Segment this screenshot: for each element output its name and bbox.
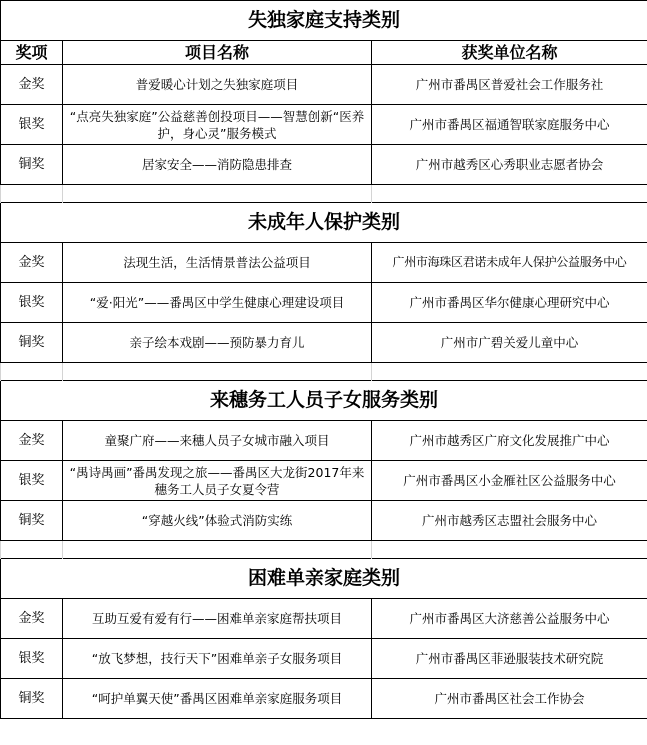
- section-title: 来穗务工人员子女服务类别: [1, 381, 647, 421]
- header-org: 获奖单位名称: [372, 41, 647, 65]
- table-row: [1, 679, 647, 719]
- project-cell: “穿越火线”体验式消防实练: [63, 501, 372, 541]
- spacer-row: [1, 363, 647, 381]
- header-project: 项目名称: [63, 41, 372, 65]
- award-cell: 银奖: [1, 461, 63, 501]
- project-cell: 法现生活，生活情景普法公益项目: [63, 243, 372, 283]
- table-row: [1, 243, 647, 283]
- award-cell: 银奖: [1, 639, 63, 679]
- section-title: 未成年人保护类别: [1, 203, 647, 243]
- org-cell: 广州市番禺区社会工作协会: [372, 679, 647, 719]
- table-row: [1, 65, 647, 105]
- section-title: 失独家庭支持类别: [1, 1, 647, 41]
- header-row: [1, 41, 647, 65]
- org-cell: 广州市番禺区菲逊服装技术研究院: [372, 639, 647, 679]
- table-row: [1, 599, 647, 639]
- org-cell: 广州市番禺区大济慈善公益服务中心: [372, 599, 647, 639]
- award-cell: 金奖: [1, 421, 63, 461]
- award-cell: 银奖: [1, 283, 63, 323]
- org-cell: 广州市海珠区君诺未成年人保护公益服务中心: [372, 243, 647, 283]
- table-row: [1, 421, 647, 461]
- org-cell: 广州市番禺区普爱社会工作服务社: [372, 65, 647, 105]
- spacer-row: [1, 185, 647, 203]
- project-cell: 亲子绘本戏剧——预防暴力育儿: [63, 323, 372, 363]
- table-row: [1, 323, 647, 363]
- award-cell: 金奖: [1, 65, 63, 105]
- award-cell: 金奖: [1, 599, 63, 639]
- project-cell: 普爱暖心计划之失独家庭项目: [63, 65, 372, 105]
- header-award: 奖项: [1, 41, 63, 65]
- project-cell: “点亮失独家庭”公益慈善创投项目——智慧创新“医养护，身心灵”服务模式: [63, 105, 372, 145]
- section-title-row: [1, 559, 647, 599]
- award-cell: 铜奖: [1, 679, 63, 719]
- project-cell: 童聚广府——来穗人员子女城市融入项目: [63, 421, 372, 461]
- project-cell: 居家安全——消防隐患排查: [63, 145, 372, 185]
- project-cell: “呵护单翼天使”番禺区困难单亲家庭服务项目: [63, 679, 372, 719]
- section-title: 困难单亲家庭类别: [1, 559, 647, 599]
- table-row: [1, 105, 647, 145]
- table-row: [1, 639, 647, 679]
- award-cell: 铜奖: [1, 323, 63, 363]
- award-cell: 铜奖: [1, 145, 63, 185]
- award-cell: 金奖: [1, 243, 63, 283]
- org-cell: 广州市广碧关爱儿童中心: [372, 323, 647, 363]
- project-cell: 互助互爱有爱有行——困难单亲家庭帮扶项目: [63, 599, 372, 639]
- org-cell: 广州市越秀区心秀职业志愿者协会: [372, 145, 647, 185]
- table-row: [1, 283, 647, 323]
- table-row: [1, 145, 647, 185]
- table-row: [1, 501, 647, 541]
- table-row: [1, 461, 647, 501]
- org-cell: 广州市番禺区华尔健康心理研究中心: [372, 283, 647, 323]
- project-cell: “禺诗禺画”番禺发现之旅——番禺区大龙街2017年来穗务工人员子女夏令营: [63, 461, 372, 501]
- section-title-row: [1, 1, 647, 41]
- project-cell: “爱·阳光”——番禺区中学生健康心理建设项目: [63, 283, 372, 323]
- org-cell: 广州市番禺区小金雁社区公益服务中心: [372, 461, 647, 501]
- award-cell: 铜奖: [1, 501, 63, 541]
- section-title-row: [1, 203, 647, 243]
- section-title-row: [1, 381, 647, 421]
- spacer-row: [1, 541, 647, 559]
- org-cell: 广州市越秀区志盟社会服务中心: [372, 501, 647, 541]
- project-cell: “放飞梦想，技行天下”困难单亲子女服务项目: [63, 639, 372, 679]
- award-cell: 银奖: [1, 105, 63, 145]
- org-cell: 广州市越秀区广府文化发展推广中心: [372, 421, 647, 461]
- org-cell: 广州市番禺区福通智联家庭服务中心: [372, 105, 647, 145]
